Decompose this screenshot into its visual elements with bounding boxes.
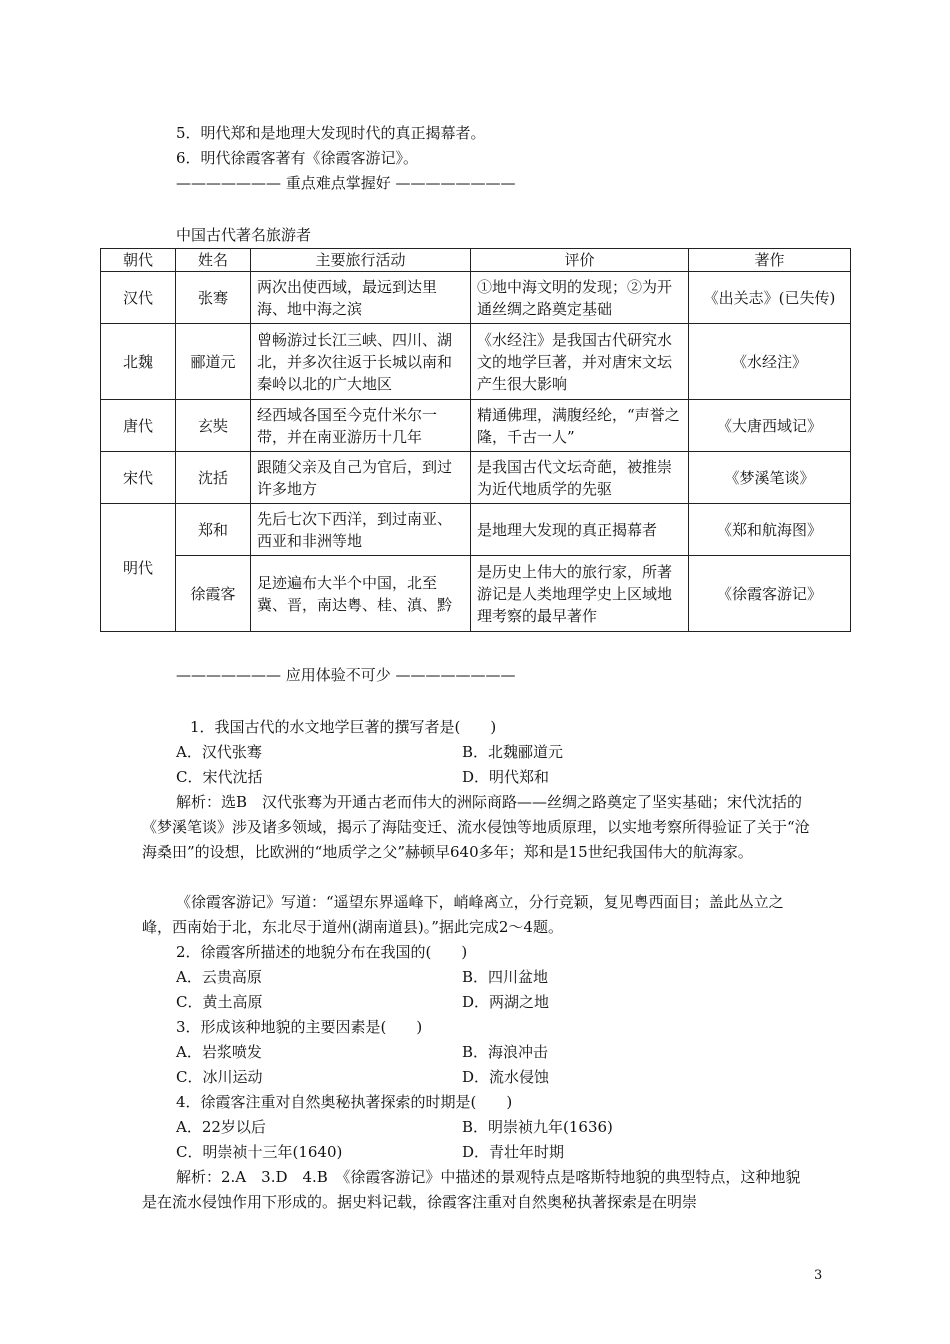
q2-option-b: B．四川盆地 <box>462 968 549 986</box>
cell-evaluation: 是地理大发现的真正揭幕者 <box>471 504 689 556</box>
header-evaluation: 评价 <box>471 249 689 272</box>
section-divider-application: ——————— 应用体验不可少 ———————— <box>176 666 516 684</box>
passage: 《徐霞客游记》写道：“遥望东界遥峰下，峭峰离立，分行竞颖，复见粤西面目；盖此丛立之峰，西南始于北，东北尽于道州(湖南道县)。”据此完成2～4题。 <box>142 893 784 936</box>
question-3-stem: 3．形成该种地貌的主要因素是( ) <box>176 1018 423 1036</box>
cell-evaluation: 《水经注》是我国古代研究水文的地学巨著，并对唐宋文坛产生很大影响 <box>471 324 689 400</box>
cell-work: 《徐霞客游记》 <box>689 556 851 632</box>
cell-name: 沈括 <box>176 452 251 504</box>
intro-item-6: 6．明代徐霞客著有《徐霞客游记》。 <box>176 149 419 167</box>
cell-name: 玄奘 <box>176 400 251 452</box>
q4-option-b: B．明崇祯九年(1636) <box>462 1118 613 1136</box>
q3-option-c: C．冰川运动 <box>176 1068 263 1086</box>
q1-option-a: A．汉代张骞 <box>176 743 262 761</box>
table-row <box>101 504 851 556</box>
q4-option-a: A．22岁以后 <box>176 1118 266 1136</box>
q2-option-a: A．云贵高原 <box>176 968 262 986</box>
cell-dynasty: 宋代 <box>101 452 176 504</box>
q3-option-b: B．海浪冲击 <box>462 1043 549 1061</box>
cell-name: 郦道元 <box>176 324 251 400</box>
page-number: 3 <box>814 1268 823 1283</box>
table-title: 中国古代著名旅游者 <box>176 226 312 244</box>
cell-name: 郑和 <box>176 504 251 556</box>
cell-activity: 先后七次下西洋，到过南亚、西亚和非洲等地 <box>251 504 471 556</box>
cell-dynasty: 明代 <box>101 504 176 632</box>
cell-work: 《郑和航海图》 <box>689 504 851 556</box>
cell-work: 《梦溪笔谈》 <box>689 452 851 504</box>
cell-activity: 跟随父亲及自己为官后，到过许多地方 <box>251 452 471 504</box>
header-dynasty: 朝代 <box>101 249 176 272</box>
cell-activity: 经西域各国至今克什米尔一带，并在南亚游历十几年 <box>251 400 471 452</box>
q1-option-d: D．明代郑和 <box>462 768 550 786</box>
cell-work: 《出关志》(已失传) <box>689 272 851 324</box>
cell-work: 《大唐西域记》 <box>689 400 851 452</box>
q4-option-d: D．青壮年时期 <box>462 1143 565 1161</box>
intro-item-5: 5．明代郑和是地理大发现时代的真正揭幕者。 <box>176 124 486 142</box>
table-row <box>101 556 851 632</box>
cell-evaluation: 是我国古代文坛奇葩，被推崇为近代地质学的先驱 <box>471 452 689 504</box>
cell-evaluation: ①地中海文明的发现；②为开通丝绸之路奠定基础 <box>471 272 689 324</box>
cell-name: 徐霞客 <box>176 556 251 632</box>
q1-option-b: B．北魏郦道元 <box>462 743 564 761</box>
table-row <box>101 400 851 452</box>
cell-activity: 曾畅游过长江三峡、四川、湖北，并多次往返于长城以南和秦岭以北的广大地区 <box>251 324 471 400</box>
cell-evaluation: 精通佛理，满腹经纶，“声誉之隆，千古一人” <box>471 400 689 452</box>
cell-dynasty: 汉代 <box>101 272 176 324</box>
q3-option-a: A．岩浆喷发 <box>176 1043 262 1061</box>
q3-option-d: D．流水侵蚀 <box>462 1068 550 1086</box>
header-activity: 主要旅行活动 <box>251 249 471 272</box>
q2-option-c: C．黄土高原 <box>176 993 263 1011</box>
analysis-2: 解析：2.A 3.D 4.B 《徐霞客游记》中描述的景观特点是喀斯特地貌的典型特点，这种地貌是在流水侵蚀作用下形成的。据史料记载，徐霞客注重对自然奥秘执著探索是在明崇 <box>142 1168 801 1211</box>
cell-dynasty: 北魏 <box>101 324 176 400</box>
cell-dynasty: 唐代 <box>101 400 176 452</box>
analysis-1: 解析：选B 汉代张骞为开通古老而伟大的洲际商路——丝绸之路奠定了坚实基础；宋代沈括的《梦溪笔谈》涉及诸多领域，揭示了海陆变迁、流水侵蚀等地质原理，以实地考察所得验证了关于“沧海桑田”的设想，比欧洲的“地质学之父”赫顿早640多年；郑和是15世纪我国伟大的航海家。 <box>142 793 810 861</box>
question-1-stem: 1．我国古代的水文地学巨著的撰写者是( ) <box>190 718 497 736</box>
header-name: 姓名 <box>176 249 251 272</box>
cell-activity: 足迹遍布大半个中国，北至冀、晋，南达粤、桂、滇、黔 <box>251 556 471 632</box>
question-2-stem: 2．徐霞客所描述的地貌分布在我国的( ) <box>176 943 468 961</box>
travelers-table <box>100 248 851 632</box>
q1-option-c: C．宋代沈括 <box>176 768 263 786</box>
section-divider-key-points: ——————— 重点难点掌握好 ———————— <box>176 174 516 192</box>
question-4-stem: 4．徐霞客注重对自然奥秘执著探索的时期是( ) <box>176 1093 513 1111</box>
table-row <box>101 272 851 324</box>
cell-evaluation: 是历史上伟大的旅行家，所著游记是人类地理学史上区域地理考察的最早著作 <box>471 556 689 632</box>
table-header-row <box>101 249 851 272</box>
cell-work: 《水经注》 <box>689 324 851 400</box>
cell-name: 张骞 <box>176 272 251 324</box>
q2-option-d: D．两湖之地 <box>462 993 550 1011</box>
header-work: 著作 <box>689 249 851 272</box>
q4-option-c: C．明崇祯十三年(1640) <box>176 1143 343 1161</box>
cell-activity: 两次出使西域，最远到达里海、地中海之滨 <box>251 272 471 324</box>
table-row <box>101 452 851 504</box>
table-row <box>101 324 851 400</box>
